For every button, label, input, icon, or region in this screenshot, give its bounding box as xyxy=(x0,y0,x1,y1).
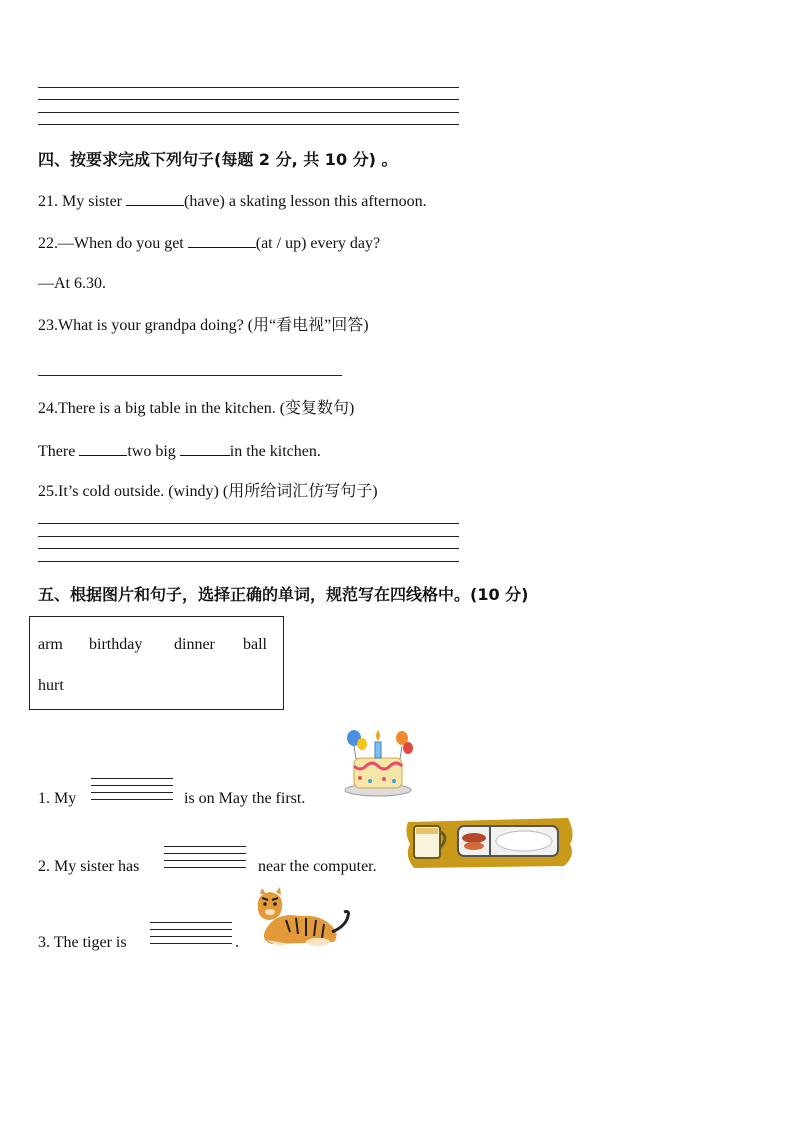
question-number: 23 xyxy=(38,317,54,334)
answer-blank[interactable] xyxy=(79,441,127,456)
word-bank-item: hurt xyxy=(38,677,64,694)
fill-text: in the kitchen. xyxy=(229,443,321,460)
writing-line[interactable] xyxy=(38,99,459,100)
section-4-heading: 四、按要求完成下列句子(每题 2 分, 共 10 分) 。 xyxy=(38,150,398,169)
word-bank xyxy=(29,616,284,710)
writing-line[interactable] xyxy=(38,523,459,524)
four-line-grid[interactable] xyxy=(150,922,232,944)
question-23 xyxy=(38,316,369,336)
dinner-tray-icon xyxy=(404,814,576,872)
question-number: 22 xyxy=(38,235,54,252)
question-24-fill xyxy=(38,441,321,462)
word-bank-item: birthday xyxy=(89,636,143,653)
picture-item-3-before: 3. The tiger is xyxy=(38,934,127,951)
fill-text: There xyxy=(38,443,80,460)
answer-blank[interactable] xyxy=(180,441,230,456)
answer-blank[interactable] xyxy=(188,233,256,248)
lying-tiger-icon xyxy=(248,886,352,950)
picture-item-2-after: near the computer. xyxy=(258,858,377,875)
question-25 xyxy=(38,482,378,502)
question-text: .There is a big table in the kitchen. (变复数句) xyxy=(54,400,355,417)
question-text: (at / up) every day? xyxy=(255,235,381,252)
question-22-answer: —At 6.30. xyxy=(38,275,106,292)
four-line-grid[interactable] xyxy=(91,778,173,800)
four-line-grid[interactable] xyxy=(164,846,246,868)
picture-item-1-before: 1. My xyxy=(38,790,77,807)
writing-line[interactable] xyxy=(38,112,459,113)
question-22 xyxy=(38,233,380,254)
word-bank-item: dinner xyxy=(174,636,215,653)
question-number: 24 xyxy=(38,400,54,417)
question-text: (have) a skating lesson this afternoon. xyxy=(184,193,427,210)
picture-item-1-after: is on May the first. xyxy=(184,790,306,807)
question-text: . My sister xyxy=(54,193,126,210)
writing-line[interactable] xyxy=(38,561,459,562)
writing-line[interactable] xyxy=(38,87,459,88)
answer-line[interactable] xyxy=(38,375,342,376)
section-5-heading: 五、根据图片和句子，选择正确的单词，规范写在四线格中。(10 分) xyxy=(38,585,529,604)
picture-item-3-after: . xyxy=(235,934,239,951)
word-bank-item: ball xyxy=(243,636,267,653)
writing-line[interactable] xyxy=(38,536,459,537)
picture-item-2-before: 2. My sister has xyxy=(38,858,140,875)
writing-line[interactable] xyxy=(38,124,459,125)
word-bank-item: arm xyxy=(38,636,63,653)
question-number: 25 xyxy=(38,483,54,500)
answer-blank[interactable] xyxy=(126,191,184,206)
question-21 xyxy=(38,191,427,212)
question-number: 21 xyxy=(38,193,54,210)
question-text: .What is your grandpa doing? (用“看电视”回答) xyxy=(54,317,369,334)
question-text: .—When do you get xyxy=(54,235,188,252)
birthday-cake-icon xyxy=(340,724,416,798)
question-text: .It’s cold outside. (windy) (用所给词汇仿写句子) xyxy=(54,483,378,500)
fill-text: two big xyxy=(127,443,180,460)
question-24 xyxy=(38,399,354,419)
writing-line[interactable] xyxy=(38,548,459,549)
